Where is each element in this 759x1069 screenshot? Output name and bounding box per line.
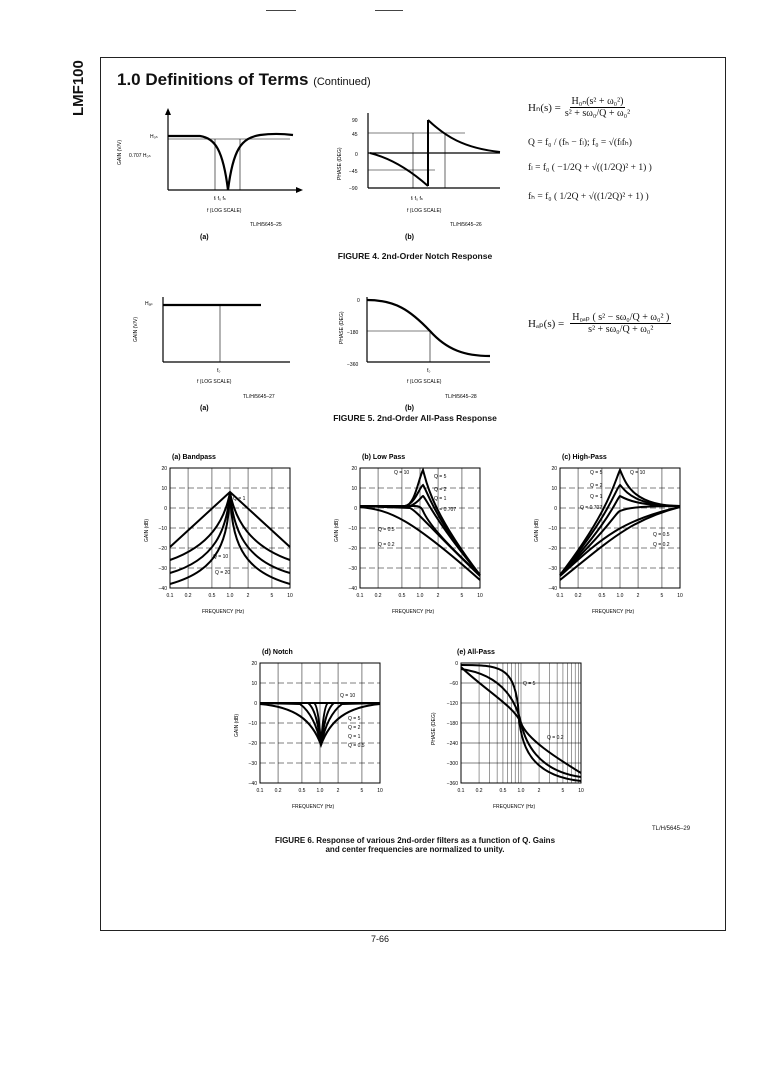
- fig5b-ref: TL/H/5645–28: [445, 394, 477, 400]
- fig5b-allpass-phase-plot: [335, 292, 505, 417]
- curve-label: Q = 0.5: [348, 743, 365, 749]
- fig5a-y-hap: Hₐₚ: [145, 301, 153, 307]
- x-tick-label: 0.2: [574, 593, 582, 599]
- fig4b-ytick: −90: [349, 186, 358, 192]
- xlabel: FREQUENCY (Hz): [392, 609, 435, 615]
- fig5b-xlabel: f (LOG SCALE): [407, 379, 442, 385]
- fig5a-allpass-gain-plot: [125, 292, 295, 417]
- x-tick-label: 2: [537, 788, 541, 794]
- x-tick-label: 10: [477, 593, 483, 599]
- title-suffix: (Continued): [313, 76, 371, 88]
- curve-label: Q = 0.707: [434, 507, 457, 513]
- y-tick-label: −180: [446, 721, 458, 727]
- xlabel: FREQUENCY (Hz): [292, 804, 335, 810]
- fig6d-notch-plot: [230, 645, 395, 815]
- x-tick-label: 0.1: [256, 788, 264, 794]
- y-tick-label: 0: [354, 506, 357, 512]
- fig4b-ylabel: PHASE (DEG): [337, 147, 343, 180]
- fig6-ref: TL/H/5645–29: [652, 826, 691, 832]
- eq-hap-lhs: Hₐₚ(s) =: [528, 318, 565, 330]
- curve-label: Q = 2: [348, 725, 361, 731]
- curve-label: Q = 5: [434, 474, 447, 480]
- y-tick-label: −10: [348, 526, 357, 532]
- curve-label: Q = 10: [394, 470, 410, 476]
- eq-fl: fₗ = f₀ ( −1/2Q + √((1/2Q)² + 1) ): [528, 163, 652, 173]
- fig6e-allpass-plot: [425, 645, 595, 815]
- y-tick-label: 20: [161, 466, 167, 472]
- curve-label: Q = 1: [348, 734, 361, 740]
- panel-title: (b) Low Pass: [362, 454, 406, 461]
- y-tick-label: −40: [548, 586, 557, 592]
- panel-title: (c) High-Pass: [562, 454, 607, 461]
- page-number: 7-66: [370, 934, 389, 944]
- eq-hap-den: s² + sω₀/Q + ω₀²: [588, 324, 654, 335]
- axis-label: GAIN (dB): [144, 518, 150, 542]
- y-tick-label: −20: [248, 741, 257, 747]
- x-tick-label: 0.1: [356, 593, 364, 599]
- title-text: 1.0 Definitions of Terms: [117, 70, 309, 89]
- fig6c-highpass-plot: [530, 450, 695, 620]
- fig5a-sub: (a): [200, 405, 209, 412]
- x-tick-label: 10: [677, 593, 683, 599]
- axis-label: PHASE (DEG): [431, 712, 437, 745]
- fig4b-ytick: −45: [349, 169, 358, 175]
- xlabel: FREQUENCY (Hz): [493, 804, 536, 810]
- y-tick-label: 0: [164, 506, 167, 512]
- x-tick-label: 2: [436, 593, 440, 599]
- curve-label: Q = 1: [434, 496, 447, 502]
- curve-label: Q = 2: [590, 483, 603, 489]
- fig5b-ytick: −360: [347, 362, 359, 368]
- panel-title: (d) Notch: [262, 649, 293, 656]
- fig4-equations: [528, 96, 708, 202]
- x-tick-label: 0.1: [166, 593, 174, 599]
- x-tick-label: 0.5: [398, 593, 406, 599]
- x-tick-label: 0.2: [184, 593, 192, 599]
- x-tick-label: 10: [377, 788, 383, 794]
- fig4b-ref: TL/H/5645–26: [450, 222, 482, 228]
- x-tick-label: 0.5: [298, 788, 306, 794]
- page-title: [117, 70, 371, 90]
- fig4a-y-hon: H₀ₙ: [150, 134, 158, 140]
- y-tick-label: −30: [548, 566, 557, 572]
- x-tick-label: 1.0: [316, 788, 324, 794]
- axis-label: GAIN (dB): [534, 518, 540, 542]
- y-tick-label: −20: [348, 546, 357, 552]
- fig4b-ytick: 0: [355, 152, 358, 158]
- fig4b-ytick: 45: [352, 132, 358, 138]
- y-tick-label: 20: [251, 661, 257, 667]
- panel-title: (e) All-Pass: [457, 649, 495, 656]
- eq-hn-lhs: Hₙ(s) =: [528, 102, 561, 114]
- axis-label: GAIN (dB): [334, 518, 340, 542]
- top-scan-mark: [375, 10, 403, 11]
- x-tick-label: 5: [460, 593, 464, 599]
- eq-hn-den: s² + sω₀/Q + ω₀²: [564, 108, 631, 119]
- fig4b-xlabel: f (LOG SCALE): [407, 208, 442, 214]
- fig4a-ref: TL/H/5645–25: [250, 222, 282, 228]
- curve-label: Q = 20: [215, 570, 231, 576]
- x-tick-label: 0.1: [457, 788, 465, 794]
- fig4b-xticks: fₗ f₀ fₕ: [411, 196, 423, 202]
- fig4a-notch-gain-plot: [115, 105, 305, 245]
- xlabel: FREQUENCY (Hz): [202, 609, 245, 615]
- fig5b-sub: (b): [405, 405, 414, 412]
- fig4b-sub: (b): [405, 234, 414, 241]
- top-scan-mark: [266, 10, 296, 11]
- x-tick-label: 0.1: [556, 593, 564, 599]
- x-tick-label: 5: [360, 788, 364, 794]
- y-tick-label: −30: [348, 566, 357, 572]
- y-tick-label: 20: [551, 466, 557, 472]
- fig4-caption: FIGURE 4. 2nd-Order Notch Response: [337, 251, 493, 261]
- axis-label: GAIN (dB): [234, 713, 240, 737]
- fig6b-lowpass-plot: [330, 450, 495, 620]
- fig6-caption-line1: FIGURE 6. Response of various 2nd-order filters as a function of Q. Gains: [274, 836, 556, 845]
- x-tick-label: 10: [578, 788, 584, 794]
- x-tick-label: 5: [660, 593, 664, 599]
- fig5b-xtick: f₀: [427, 368, 431, 374]
- y-tick-label: −240: [446, 741, 458, 747]
- x-tick-label: 2: [636, 593, 640, 599]
- x-tick-label: 5: [561, 788, 565, 794]
- panel-title: (a) Bandpass: [172, 454, 216, 461]
- y-tick-label: 0: [455, 661, 458, 667]
- y-tick-label: 0: [254, 701, 257, 707]
- xlabel: FREQUENCY (Hz): [592, 609, 635, 615]
- y-tick-label: −10: [158, 526, 167, 532]
- fig5a-ref: TL/H/5645–27: [243, 394, 275, 400]
- curve-label: Q = 5: [523, 681, 536, 687]
- curve-label: Q = 0.2: [547, 735, 564, 741]
- fig4a-xlabel: f (LOG SCALE): [207, 208, 242, 214]
- eq-q: Q = f₀ / (fₕ − fₗ); f₀ = √(fₗfₕ): [528, 138, 632, 148]
- y-tick-label: 0: [554, 506, 557, 512]
- fig5a-xlabel: f (LOG SCALE): [197, 379, 232, 385]
- curve-label: Q = 0.5: [378, 527, 395, 533]
- x-tick-label: 0.5: [499, 788, 507, 794]
- eq-hap-num: H₀ₐₚ ( s² − sω₀/Q + ω₀² ): [572, 312, 670, 323]
- x-tick-label: 1.0: [616, 593, 624, 599]
- fig4a-xticks: fₗ f₀ fₕ: [214, 196, 226, 202]
- fig4a-y-0707: 0.707 H₀ₙ: [129, 153, 151, 159]
- x-tick-label: 2: [336, 788, 340, 794]
- y-tick-label: −40: [248, 781, 257, 787]
- y-tick-label: −30: [158, 566, 167, 572]
- fig4b-ytick: 90: [352, 118, 358, 124]
- y-tick-label: 10: [161, 486, 167, 492]
- x-tick-label: 2: [246, 593, 250, 599]
- fig4a-ylabel: GAIN (V/V): [117, 139, 123, 165]
- y-tick-label: −20: [548, 546, 557, 552]
- x-tick-label: 0.2: [374, 593, 382, 599]
- curve-label: Q = 0.2: [653, 542, 670, 548]
- y-tick-label: −10: [248, 721, 257, 727]
- curve-label: Q = 5: [590, 470, 603, 476]
- y-tick-label: 10: [351, 486, 357, 492]
- fig6-caption-line2: and center frequencies are normalized to unity.: [325, 845, 505, 854]
- side-part-label: LMF100: [70, 60, 87, 116]
- y-tick-label: 20: [351, 466, 357, 472]
- curve-label: Q = 1: [233, 496, 246, 502]
- y-tick-label: −40: [348, 586, 357, 592]
- curve-label: Q = 0.5: [653, 532, 670, 538]
- curve-label: Q = 0.2: [378, 542, 395, 548]
- y-tick-label: −40: [158, 586, 167, 592]
- fig4a-sub: (a): [200, 234, 209, 241]
- curve-label: Q = 0.707: [580, 505, 603, 511]
- fig4b-notch-phase-plot: [335, 108, 515, 243]
- x-tick-label: 1.0: [517, 788, 525, 794]
- curve-label: Q = 1: [590, 494, 603, 500]
- fig5-equation: [528, 312, 708, 335]
- fig5-caption: FIGURE 5. 2nd-Order All-Pass Response: [333, 413, 497, 423]
- fig6-caption: [210, 836, 620, 854]
- y-tick-label: −300: [446, 761, 458, 767]
- y-tick-label: −20: [158, 546, 167, 552]
- fig6a-bandpass-plot: [140, 450, 300, 620]
- curve-label: Q = 10: [213, 554, 229, 560]
- y-tick-label: −30: [248, 761, 257, 767]
- y-tick-label: −360: [446, 781, 458, 787]
- eq-hn-num: H₀ₙ(s² + ω₀²): [571, 96, 624, 107]
- curve-label: Q = 10: [630, 470, 646, 476]
- x-tick-label: 10: [287, 593, 293, 599]
- x-tick-label: 0.2: [475, 788, 483, 794]
- fig5a-ylabel: GAIN (V/V): [133, 316, 139, 342]
- x-tick-label: 1.0: [226, 593, 234, 599]
- curve-label: Q = 2: [434, 487, 447, 493]
- y-tick-label: 10: [551, 486, 557, 492]
- y-tick-label: −10: [548, 526, 557, 532]
- x-tick-label: 0.5: [208, 593, 216, 599]
- y-tick-label: −120: [446, 701, 458, 707]
- x-tick-label: 0.5: [598, 593, 606, 599]
- x-tick-label: 1.0: [416, 593, 424, 599]
- curve-label: Q = 5: [348, 716, 361, 722]
- y-tick-label: 10: [251, 681, 257, 687]
- fig5a-xtick: f₀: [217, 368, 221, 374]
- fig5b-ytick: 0: [357, 298, 360, 304]
- x-tick-label: 0.2: [274, 788, 282, 794]
- fig5b-ylabel: PHASE (DEG): [339, 311, 345, 344]
- y-tick-label: −60: [449, 681, 458, 687]
- eq-fh: fₕ = f₀ ( 1/2Q + √((1/2Q)² + 1) ): [528, 192, 649, 202]
- fig5b-ytick: −180: [347, 330, 359, 336]
- x-tick-label: 5: [270, 593, 274, 599]
- curve-label: Q = 10: [340, 693, 356, 699]
